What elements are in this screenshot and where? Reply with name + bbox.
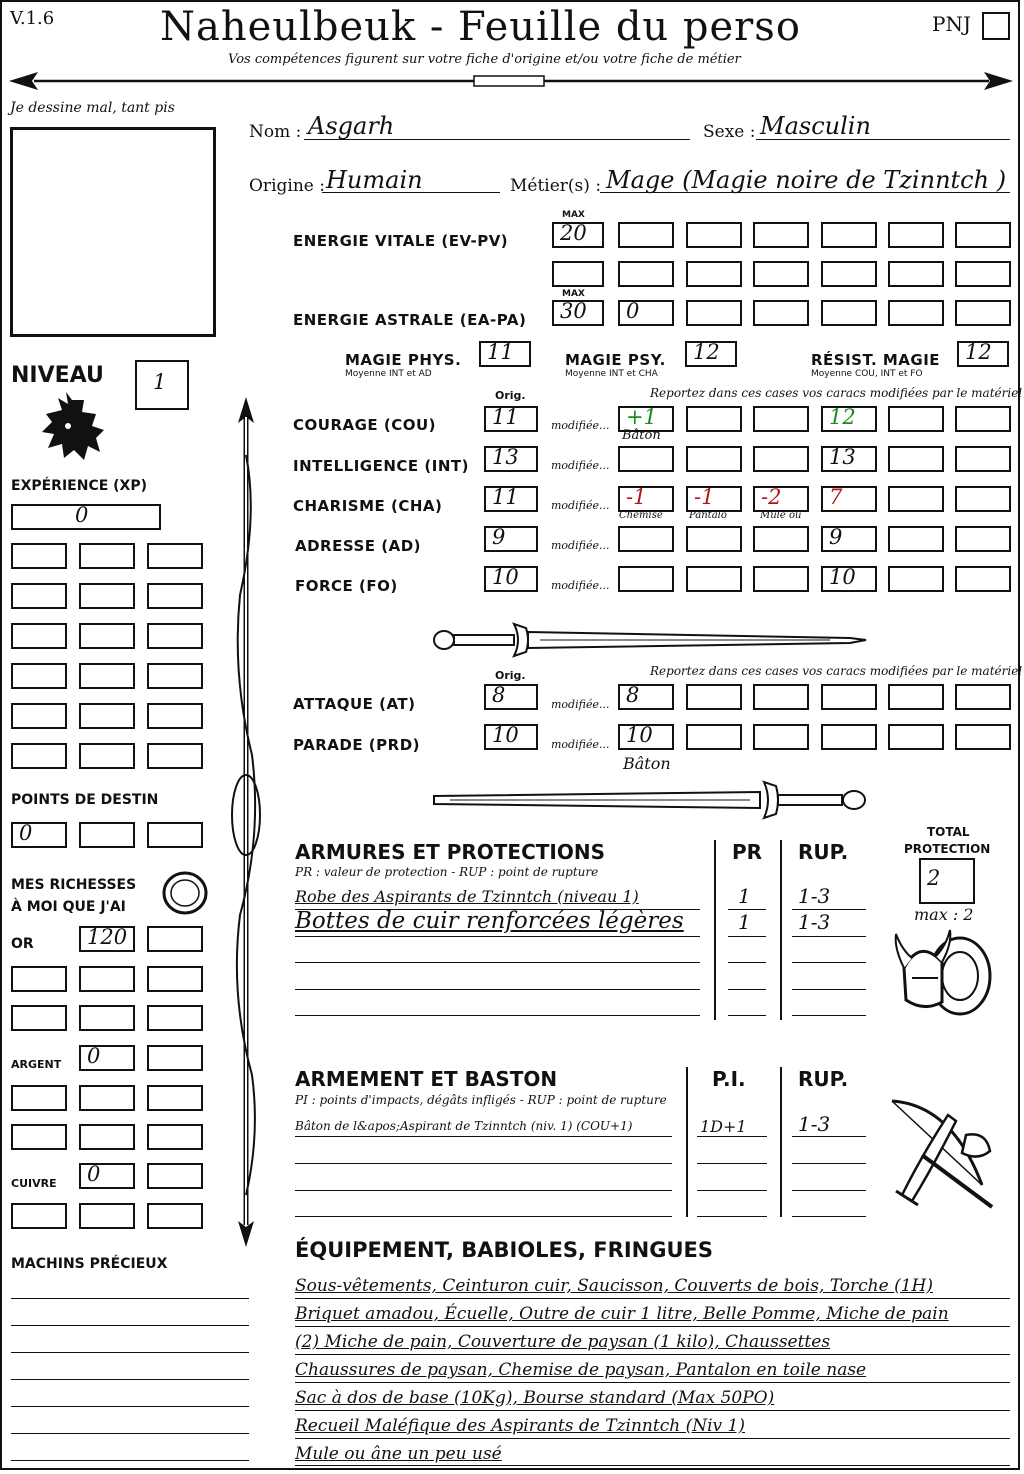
ev-box[interactable] xyxy=(821,261,877,287)
arme-line xyxy=(295,1136,672,1137)
armure-line xyxy=(792,962,866,963)
at-label: ATTAQUE (AT) xyxy=(293,695,416,713)
metier-label: Métier(s) : xyxy=(510,176,602,196)
cha-mod-box[interactable] xyxy=(618,486,674,512)
armure-line xyxy=(728,962,766,963)
xp-box[interactable] xyxy=(147,583,203,609)
cha-mod1-value: -1 xyxy=(626,485,647,509)
ev-box[interactable] xyxy=(753,222,809,248)
xp-box[interactable] xyxy=(11,543,67,569)
resist-magie-value: 12 xyxy=(965,340,992,364)
magie-psy-hint: Moyenne INT et CHA xyxy=(565,369,658,379)
ev-max-box[interactable] xyxy=(552,222,604,248)
equipement-rule xyxy=(295,1410,1010,1411)
ev-max-value: 20 xyxy=(560,221,587,245)
armures-col-pr: PR xyxy=(732,840,763,864)
armement-divider xyxy=(780,1067,782,1217)
argent-value: 0 xyxy=(87,1044,101,1068)
cou-final-value: 12 xyxy=(829,405,856,429)
at-mod-box[interactable] xyxy=(753,684,809,710)
prd-mod-box[interactable] xyxy=(686,724,742,750)
staff-icon xyxy=(228,395,264,1250)
prd-orig-box[interactable] xyxy=(484,724,538,750)
niveau-label: NIVEAU xyxy=(11,363,104,388)
xp-box[interactable] xyxy=(79,623,135,649)
cou-modified-label: modifiée... xyxy=(551,419,610,432)
cha-mod1-note: Chemise xyxy=(619,510,663,521)
armure-rup[interactable]: 1-3 xyxy=(798,884,831,908)
armure-rup[interactable]: 1-3 xyxy=(798,910,831,934)
cha-mod-box[interactable] xyxy=(888,486,944,512)
sword-icon xyxy=(430,778,870,822)
resist-magie-box[interactable] xyxy=(957,341,1009,367)
ev-box[interactable] xyxy=(888,261,944,287)
cou-mod-box[interactable] xyxy=(955,406,1011,432)
machins-label: MACHINS PRÉCIEUX xyxy=(11,1256,168,1272)
arme-line xyxy=(295,1190,672,1191)
nom-line xyxy=(304,139,690,140)
equipement-line[interactable]: Recueil Maléfique des Aspirants de Tzinntch (Niv 1) xyxy=(295,1416,745,1436)
ad-mod-box[interactable] xyxy=(955,526,1011,552)
machins-line xyxy=(11,1406,249,1407)
xp-box[interactable] xyxy=(11,703,67,729)
int-final-value: 13 xyxy=(829,445,856,469)
cou-mod-box[interactable] xyxy=(888,406,944,432)
armure-line xyxy=(728,936,766,937)
total-protection-box[interactable] xyxy=(919,858,975,904)
xp-box[interactable] xyxy=(11,583,67,609)
arme-rup[interactable]: 1-3 xyxy=(798,1112,831,1136)
or-box[interactable] xyxy=(147,966,203,992)
armement-hint: PI : points d'impacts, dégâts infligés - RUP : point de rupture xyxy=(295,1093,667,1107)
magie-phys-value: 11 xyxy=(487,340,514,364)
equipement-line[interactable]: Briquet amadou, Écuelle, Outre de cuir 1 litre, Belle Pomme, Miche de pain xyxy=(295,1304,949,1324)
armure-line xyxy=(295,989,700,990)
armure-line xyxy=(295,936,700,937)
arme-pi[interactable]: 1D+1 xyxy=(700,1117,747,1136)
magie-phys-hint: Moyenne INT et AD xyxy=(345,369,432,379)
cuivre-box[interactable] xyxy=(79,1203,135,1229)
cou-final-box[interactable] xyxy=(821,406,877,432)
armures-col-rup: RUP. xyxy=(798,840,849,864)
cuivre-box[interactable] xyxy=(79,1163,135,1189)
machins-line xyxy=(11,1460,249,1461)
sexe-value[interactable]: Masculin xyxy=(760,112,871,140)
cha-final-box[interactable] xyxy=(821,486,877,512)
argent-box[interactable] xyxy=(147,1045,203,1071)
magie-psy-box[interactable] xyxy=(685,341,737,367)
cha-orig-value: 11 xyxy=(492,485,519,509)
dragon-head-icon xyxy=(38,392,106,464)
equipement-line[interactable]: Mule ou âne un peu usé xyxy=(295,1444,502,1464)
prd-mod-box[interactable] xyxy=(753,724,809,750)
xp-box[interactable] xyxy=(147,663,203,689)
armure-name[interactable]: Bottes de cuir renforcées légères xyxy=(295,908,684,934)
destin-value: 0 xyxy=(19,821,33,845)
total-protection-max: max : 2 xyxy=(914,905,974,924)
xp-box[interactable] xyxy=(79,663,135,689)
experience-label: EXPÉRIENCE (XP) xyxy=(11,478,148,494)
prd-label: PARADE (PRD) xyxy=(293,736,421,754)
niveau-value: 1 xyxy=(153,370,167,394)
equipement-title: ÉQUIPEMENT, BABIOLES, FRINGUES xyxy=(295,1238,713,1262)
cha-final-value: 7 xyxy=(829,485,843,509)
machins-line xyxy=(11,1379,249,1380)
armures-title: ARMURES ET PROTECTIONS xyxy=(295,840,605,864)
at-orig-box[interactable] xyxy=(484,684,538,710)
or-box[interactable] xyxy=(79,1005,135,1031)
ev-box[interactable] xyxy=(821,222,877,248)
armure-pr[interactable]: 1 xyxy=(738,884,751,908)
cha-mod2-note: Pantalo xyxy=(689,510,727,521)
armures-divider xyxy=(714,840,716,1020)
or-box[interactable] xyxy=(11,966,67,992)
arme-line xyxy=(792,1163,866,1164)
ea-max-label: MAX xyxy=(562,289,585,299)
fo-mod-box[interactable] xyxy=(888,566,944,592)
equipement-line[interactable]: (2) Miche de pain, Couverture de paysan (1 kilo), Chaussettes xyxy=(295,1332,831,1352)
machins-line xyxy=(11,1352,249,1353)
caracs-orig-label: Orig. xyxy=(495,389,526,402)
cuivre-box[interactable] xyxy=(147,1163,203,1189)
sheet-title: Naheulbeuk - Feuille du perso xyxy=(160,4,801,50)
ea-box[interactable] xyxy=(821,300,877,326)
ea-label: ENERGIE ASTRALE (EA-PA) xyxy=(293,311,527,329)
int-mod-box[interactable] xyxy=(618,446,674,472)
or-box[interactable] xyxy=(79,926,135,952)
ea-current-value: 0 xyxy=(626,299,640,323)
prd-mod-value: 10 xyxy=(626,723,653,747)
int-orig-box[interactable] xyxy=(484,446,538,472)
fo-label: FORCE (FO) xyxy=(295,577,398,595)
origine-value[interactable]: Humain xyxy=(326,166,423,194)
cou-orig-box[interactable] xyxy=(484,406,538,432)
crossed-weapons-icon xyxy=(882,1095,1002,1215)
ad-final-box[interactable] xyxy=(821,526,877,552)
cuivre-label: CUIVRE xyxy=(11,1177,57,1190)
armure-name[interactable]: Robe des Aspirants de Tzinntch (niveau 1) xyxy=(295,887,639,906)
armure-line xyxy=(295,962,700,963)
richesses-label-2: À MOI QUE J'AI xyxy=(11,899,126,915)
fo-modified-label: modifiée... xyxy=(551,579,610,592)
armure-line xyxy=(792,936,866,937)
armure-pr[interactable]: 1 xyxy=(738,910,751,934)
ad-label: ADRESSE (AD) xyxy=(295,537,422,555)
ev-box[interactable] xyxy=(552,261,604,287)
cha-label: CHARISME (CHA) xyxy=(293,497,443,515)
ev-box[interactable] xyxy=(955,222,1011,248)
arme-line xyxy=(792,1190,866,1191)
ad-mod-box[interactable] xyxy=(686,526,742,552)
equipement-line[interactable]: Chaussures de paysan, Chemise de paysan, Pantalon en toile nase xyxy=(295,1360,867,1380)
ea-box[interactable] xyxy=(955,300,1011,326)
or-box[interactable] xyxy=(147,1005,203,1031)
ad-mod-box[interactable] xyxy=(618,526,674,552)
fo-orig-box[interactable] xyxy=(484,566,538,592)
int-orig-value: 13 xyxy=(492,445,519,469)
richesses-label: MES RICHESSES xyxy=(11,877,137,893)
at-modified-label: modifiée... xyxy=(551,698,610,711)
equipement-line[interactable]: Sac à dos de base (10Kg), Bourse standard (Max 50PO) xyxy=(295,1388,775,1408)
ev-box[interactable] xyxy=(618,261,674,287)
arme-line xyxy=(697,1163,767,1164)
int-mod-box[interactable] xyxy=(955,446,1011,472)
at-mod-box[interactable] xyxy=(821,684,877,710)
experience-value: 0 xyxy=(75,503,89,527)
ad-final-value: 9 xyxy=(829,525,843,549)
sheet-subtitle: Vos compétences figurent sur votre fiche d'origine et/ou votre fiche de métier xyxy=(228,52,741,67)
xp-box[interactable] xyxy=(147,703,203,729)
at-mod-box[interactable] xyxy=(888,684,944,710)
metier-value[interactable]: Mage (Magie noire de Tzinntch ) xyxy=(606,166,1007,194)
xp-box[interactable] xyxy=(11,663,67,689)
cuivre-box[interactable] xyxy=(147,1203,203,1229)
prd-orig-value: 10 xyxy=(492,723,519,747)
magie-psy-label: MAGIE PSY. xyxy=(565,351,666,369)
int-mod-box[interactable] xyxy=(753,446,809,472)
ad-mod-box[interactable] xyxy=(753,526,809,552)
ad-mod-box[interactable] xyxy=(888,526,944,552)
cuivre-box[interactable] xyxy=(11,1203,67,1229)
cha-mod2-value: -1 xyxy=(694,485,715,509)
cuivre-value: 0 xyxy=(87,1162,101,1186)
int-modified-label: modifiée... xyxy=(551,459,610,472)
origine-line xyxy=(322,192,500,193)
cou-mod-value: +1 xyxy=(626,405,657,429)
or-box[interactable] xyxy=(11,1005,67,1031)
xp-box[interactable] xyxy=(147,743,203,769)
cha-mod-box[interactable] xyxy=(753,486,809,512)
combat-note: Bâton xyxy=(623,754,671,773)
ev-box[interactable] xyxy=(686,261,742,287)
arme-line xyxy=(697,1136,767,1137)
argent-label: ARGENT xyxy=(11,1058,62,1071)
ea-box[interactable] xyxy=(686,300,742,326)
resist-magie-hint: Moyenne COU, INT et FO xyxy=(811,369,923,379)
arme-line xyxy=(295,1163,672,1164)
cha-mod-box[interactable] xyxy=(955,486,1011,512)
argent-box[interactable] xyxy=(11,1085,67,1111)
int-mod-box[interactable] xyxy=(888,446,944,472)
pnj-checkbox[interactable] xyxy=(982,12,1010,40)
cou-mod-note: Bâton xyxy=(622,428,661,443)
prd-mod-box[interactable] xyxy=(955,724,1011,750)
armure-line xyxy=(728,1015,766,1016)
or-box[interactable] xyxy=(147,926,203,952)
prd-modified-label: modifiée... xyxy=(551,738,610,751)
int-mod-box[interactable] xyxy=(686,446,742,472)
xp-box[interactable] xyxy=(147,623,203,649)
arme-line xyxy=(295,1216,672,1217)
combat-orig-label: Orig. xyxy=(495,669,526,682)
ev-box[interactable] xyxy=(753,261,809,287)
cha-modified-label: modifiée... xyxy=(551,499,610,512)
cha-mod-box[interactable] xyxy=(686,486,742,512)
xp-box[interactable] xyxy=(79,543,135,569)
pnj-label: PNJ xyxy=(932,12,971,36)
ad-modified-label: modifiée... xyxy=(551,539,610,552)
ev-box[interactable] xyxy=(955,261,1011,287)
ev-box[interactable] xyxy=(686,222,742,248)
equipement-rule xyxy=(295,1438,1010,1439)
ev-label: ENERGIE VITALE (EV-PV) xyxy=(293,232,509,250)
combat-report-hint: Reportez dans ces cases vos caracs modifiées par le matériel xyxy=(650,664,1023,678)
arme-line xyxy=(697,1190,767,1191)
arme-name[interactable]: Bâton de l&apos;Aspirant de Tzinntch (niv. 1) (COU+1) xyxy=(295,1119,633,1133)
fo-orig-value: 10 xyxy=(492,565,519,589)
nom-value[interactable]: Asgarh xyxy=(308,112,395,140)
argent-box[interactable] xyxy=(11,1124,67,1150)
xp-box[interactable] xyxy=(79,583,135,609)
argent-box[interactable] xyxy=(79,1045,135,1071)
equipement-line[interactable]: Sous-vêtements, Ceinturon cuir, Saucisson, Couverts de bois, Torche (1H) xyxy=(295,1276,933,1296)
prd-mod-box[interactable] xyxy=(618,724,674,750)
armures-hint: PR : valeur de protection - RUP : point de rupture xyxy=(295,865,599,879)
fo-mod-box[interactable] xyxy=(618,566,674,592)
armure-line xyxy=(295,1015,700,1016)
at-mod-box[interactable] xyxy=(686,684,742,710)
arme-line xyxy=(792,1216,866,1217)
int-final-box[interactable] xyxy=(821,446,877,472)
or-label: OR xyxy=(11,936,34,952)
version-label: V.1.6 xyxy=(10,8,55,29)
ea-box[interactable] xyxy=(618,300,674,326)
machins-line xyxy=(11,1325,249,1326)
coin-icon xyxy=(160,870,210,916)
sexe-line xyxy=(756,139,1010,140)
argent-box[interactable] xyxy=(79,1124,135,1150)
equipement-rule xyxy=(295,1465,1010,1466)
destin-label: POINTS DE DESTIN xyxy=(11,792,159,808)
cha-mod3-value: -2 xyxy=(761,485,782,509)
or-box[interactable] xyxy=(79,966,135,992)
spear-divider-icon xyxy=(4,66,1018,96)
cou-label: COURAGE (COU) xyxy=(293,416,437,434)
argent-box[interactable] xyxy=(79,1085,135,1111)
origine-label: Origine : xyxy=(249,176,325,196)
argent-box[interactable] xyxy=(147,1124,203,1150)
portrait-caption: Je dessine mal, tant pis xyxy=(10,100,175,116)
total-protection-value: 2 xyxy=(927,866,941,890)
destin-box[interactable] xyxy=(147,822,203,848)
cou-orig-value: 11 xyxy=(492,405,519,429)
xp-box[interactable] xyxy=(147,543,203,569)
xp-box[interactable] xyxy=(11,743,67,769)
fo-mod-box[interactable] xyxy=(753,566,809,592)
xp-box[interactable] xyxy=(79,703,135,729)
portrait-box[interactable] xyxy=(10,127,216,337)
cou-mod-box[interactable] xyxy=(753,406,809,432)
ad-orig-value: 9 xyxy=(492,525,506,549)
ea-box[interactable] xyxy=(753,300,809,326)
destin-box[interactable] xyxy=(79,822,135,848)
cha-orig-box[interactable] xyxy=(484,486,538,512)
ev-box[interactable] xyxy=(888,222,944,248)
helmet-shield-icon xyxy=(890,928,1000,1020)
fo-mod-box[interactable] xyxy=(955,566,1011,592)
ad-orig-box[interactable] xyxy=(484,526,538,552)
armement-col-pi: P.I. xyxy=(712,1067,746,1091)
int-label: INTELLIGENCE (INT) xyxy=(293,457,469,475)
cou-mod-box[interactable] xyxy=(686,406,742,432)
xp-box[interactable] xyxy=(79,743,135,769)
magie-psy-value: 12 xyxy=(693,340,720,364)
argent-box[interactable] xyxy=(147,1085,203,1111)
fo-final-value: 10 xyxy=(829,565,856,589)
armement-col-rup: RUP. xyxy=(798,1067,849,1091)
or-value: 120 xyxy=(87,925,128,949)
arme-line xyxy=(697,1216,767,1217)
machins-line xyxy=(11,1298,249,1299)
cha-mod3-note: Mule ou xyxy=(760,510,802,521)
prd-mod-box[interactable] xyxy=(821,724,877,750)
at-mod-box[interactable] xyxy=(955,684,1011,710)
resist-magie-label: RÉSIST. MAGIE xyxy=(811,351,941,369)
xp-box[interactable] xyxy=(11,623,67,649)
equipement-rule xyxy=(295,1326,1010,1327)
ea-box[interactable] xyxy=(888,300,944,326)
ea-max-box[interactable] xyxy=(552,300,604,326)
caracs-report-hint: Reportez dans ces cases vos caracs modifiées par le matériel xyxy=(650,386,1023,400)
ev-box[interactable] xyxy=(618,222,674,248)
equipement-rule xyxy=(295,1354,1010,1355)
armure-line xyxy=(792,1015,866,1016)
ea-max-value: 30 xyxy=(560,299,587,323)
total-protection-label: TOTAL xyxy=(927,825,970,839)
ev-max-label: MAX xyxy=(562,210,585,220)
at-mod-value: 8 xyxy=(626,683,640,707)
fo-final-box[interactable] xyxy=(821,566,877,592)
at-orig-value: 8 xyxy=(492,683,506,707)
niveau-box[interactable] xyxy=(135,360,189,410)
destin-box[interactable] xyxy=(11,822,67,848)
magie-phys-label: MAGIE PHYS. xyxy=(345,351,462,369)
armure-line xyxy=(792,989,866,990)
arme-line xyxy=(792,1136,866,1137)
armement-divider xyxy=(686,1067,688,1217)
sexe-label: Sexe : xyxy=(703,122,756,142)
armures-divider xyxy=(780,840,782,1020)
sword-icon xyxy=(430,618,870,662)
total-protection-label-2: PROTECTION xyxy=(904,842,991,856)
equipement-rule xyxy=(295,1382,1010,1383)
machins-line xyxy=(11,1433,249,1434)
experience-box[interactable] xyxy=(11,504,161,530)
armure-line xyxy=(728,989,766,990)
metier-line xyxy=(600,192,1010,193)
equipement-rule xyxy=(295,1298,1010,1299)
magie-phys-box[interactable] xyxy=(479,341,531,367)
armement-title: ARMEMENT ET BASTON xyxy=(295,1067,558,1091)
nom-label: Nom : xyxy=(249,122,302,142)
fo-mod-box[interactable] xyxy=(686,566,742,592)
at-mod-box[interactable] xyxy=(618,684,674,710)
prd-mod-box[interactable] xyxy=(888,724,944,750)
